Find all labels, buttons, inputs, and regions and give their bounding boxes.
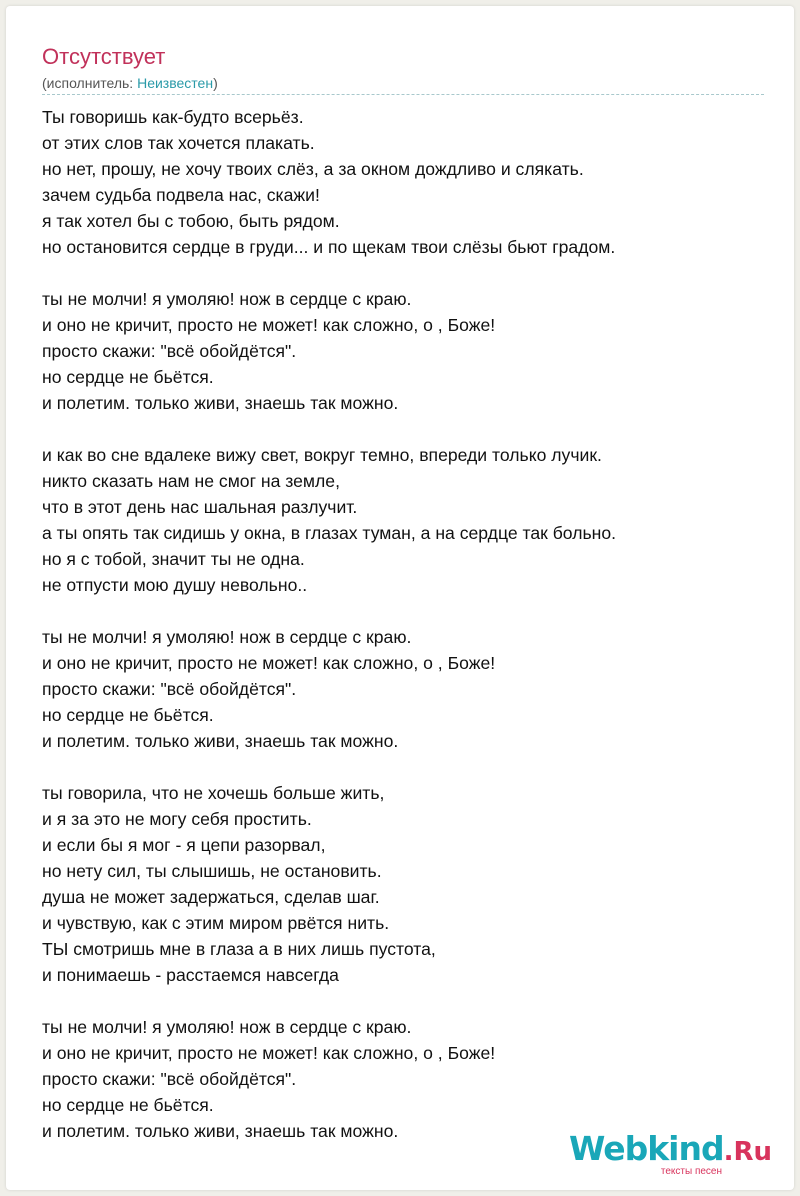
lyrics-line: и как во сне вдалеке вижу свет, вокруг темно, впереди только лучик. (42, 445, 602, 465)
lyrics-line: и чувствую, как с этим миром рвётся нить. (42, 913, 390, 933)
lyrics-line: ты говорила, что не хочешь больше жить, (42, 783, 385, 803)
lyrics-line: не отпусти мою душу невольно.. (42, 575, 308, 595)
lyrics-line: ТЫ смотришь мне в глаза а в них лишь пустота, (42, 939, 436, 959)
lyrics-line: зачем судьба подвела нас, скажи! (42, 185, 320, 205)
lyrics-line: но остановится сердце в груди... и по щекам твои слёзы бьют градом. (42, 237, 616, 257)
lyrics-body (42, 104, 782, 1144)
lyrics-stanza (42, 780, 782, 988)
artist-link[interactable]: Неизвестен (137, 75, 214, 91)
song-title: Отсутствует (42, 44, 166, 69)
artist-line (42, 74, 764, 95)
logo-tld: .Ru (723, 1137, 772, 1167)
lyrics-line: что в этот день нас шальная разлучит. (42, 497, 358, 517)
lyrics-line: а ты опять так сидишь у окна, в глазах туман, а на сердце так больно. (42, 523, 617, 543)
logo-tagline: тексты песен (660, 1166, 722, 1177)
lyrics-line: и если бы я мог - я цепи разорвал, (42, 835, 326, 855)
lyrics-stanza (42, 104, 782, 260)
lyrics-line: ты не молчи! я умоляю! нож в сердце с краю. (42, 1017, 412, 1037)
lyrics-line: и полетим. только живи, знаешь так можно. (42, 393, 399, 413)
lyrics-line: и оно не кричит, просто не может! как сложно, о , Боже! (42, 315, 496, 335)
lyrics-line: ты не молчи! я умоляю! нож в сердце с краю. (42, 627, 412, 647)
lyrics-line: и полетим. только живи, знаешь так можно. (42, 1121, 399, 1141)
lyrics-line: и оно не кричит, просто не может! как сложно, о , Боже! (42, 653, 496, 673)
lyrics-stanza (42, 286, 782, 416)
site-logo[interactable] (568, 1129, 772, 1180)
lyrics-line: и понимаешь - расстаемся навсегда (42, 965, 339, 985)
lyrics-line: но сердце не бьётся. (42, 1095, 214, 1115)
lyrics-line: Ты говоришь как-будто всерьёз. (42, 107, 304, 127)
logo-wordmark (569, 1130, 772, 1171)
lyrics-line: от этих слов так хочется плакать. (42, 133, 315, 153)
lyrics-stanza (42, 1014, 782, 1144)
lyrics-line: ты не молчи! я умоляю! нож в сердце с краю. (42, 289, 412, 309)
page (6, 6, 794, 1190)
lyrics-stanza (42, 624, 782, 754)
lyrics-line: душа не может задержаться, сделав шаг. (42, 887, 380, 907)
lyrics-line: и оно не кричит, просто не может! как сложно, о , Боже! (42, 1043, 496, 1063)
lyrics-line: но сердце не бьётся. (42, 367, 214, 387)
lyrics-line: и полетим. только живи, знаешь так можно. (42, 731, 399, 751)
logo-name: Webkind (568, 1129, 724, 1168)
lyrics-line: просто скажи: "всё обойдётся". (42, 341, 297, 361)
lyrics-line: но нет, прошу, не хочу твоих слёз, а за окном дождливо и слякать. (42, 159, 584, 179)
lyrics-stanza (42, 442, 782, 598)
lyrics-line: никто сказать нам не смог на земле, (42, 471, 340, 491)
lyrics-line: но нету сил, ты слышишь, не остановить. (42, 861, 382, 881)
lyrics-line: но я с тобой, значит ты не одна. (42, 549, 305, 569)
song-header (42, 44, 764, 95)
lyrics-line: просто скажи: "всё обойдётся". (42, 1069, 297, 1089)
lyrics-line: я так хотел бы с тобою, быть рядом. (42, 211, 340, 231)
artist-suffix: ) (213, 75, 218, 91)
lyrics-line: просто скажи: "всё обойдётся". (42, 679, 297, 699)
lyrics-line: но сердце не бьётся. (42, 705, 214, 725)
artist-prefix: (исполнитель: (42, 75, 138, 91)
lyrics-line: и я за это не могу себя простить. (42, 809, 312, 829)
